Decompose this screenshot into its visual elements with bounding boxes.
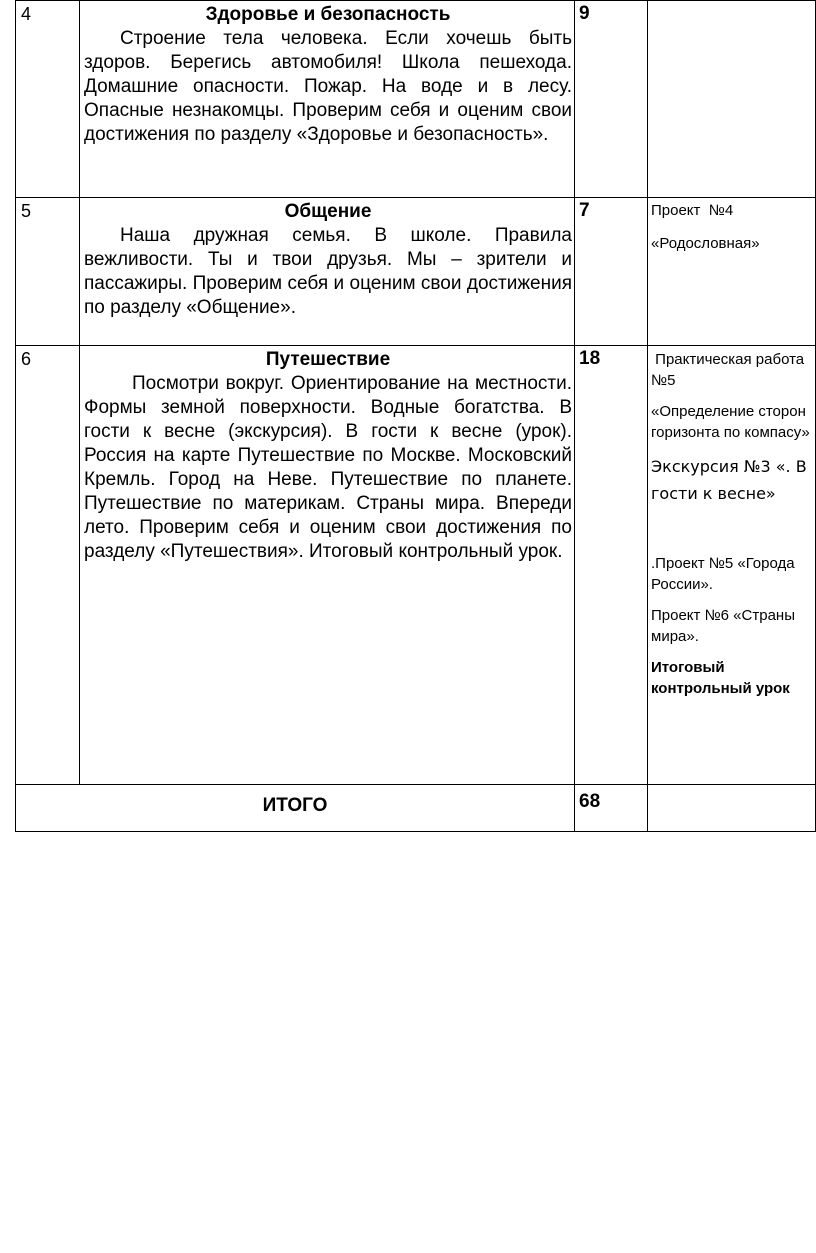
section-description-text: Посмотри вокруг. Ориентирование на местности. Формы земной поверхности. Водные богатства. В гости к весне (экскурсия). В гости к весне (урок). Россия на карте Путешествие по Москве. Московский Кремль. Город на Неве. Путешествие по планете. Путешествие по материкам. Страны мира. Впереди лето. Проверим себя и оценим свои достижения по разделу «Путешествия». Итоговый контрольный урок. [84, 373, 572, 562]
row-number: 5 [16, 198, 80, 346]
project-note: Проект №4 [651, 202, 734, 219]
project-note: .Проект №5 «Города России». [651, 555, 795, 593]
project-name: «Родословная» [651, 235, 760, 252]
row-number: 6 [16, 346, 80, 785]
section-description-text: Наша дружная семья. В школе. Правила вежливости. Ты и твои друзья. Мы – зрители и пассажиры. Проверим себя и оценим свои достижения по разделу «Общение». [84, 225, 572, 318]
practical-work-note: Практическая работа №5 [651, 351, 809, 389]
total-row [16, 785, 816, 832]
row-number: 4 [16, 1, 80, 198]
notes-cell [648, 346, 816, 785]
section-title: Путешествие [265, 349, 391, 370]
hours-cell: 18 [575, 346, 648, 785]
section-title: Общение [284, 201, 372, 222]
table-row [16, 198, 816, 346]
project-note: Проект №6 «Страны мира». [651, 607, 795, 645]
curriculum-table [15, 0, 816, 832]
practical-work-title: «Определение сторон горизонта по компасу» [651, 403, 810, 441]
section-title: Здоровье и безопасность [205, 4, 451, 25]
hours-cell: 7 [575, 198, 648, 346]
total-hours: 68 [575, 785, 648, 832]
notes-cell [648, 198, 816, 346]
section-description [84, 27, 572, 147]
section-cell [80, 1, 575, 198]
section-description-text: Строение тела человека. Если хочешь быть здоров. Берегись автомобиля! Школа пешехода. Домашние опасности. Пожар. На воде и в лесу. Опасные незнакомцы. Проверим себя и оценим свои достижения по разделу «Здоровье и безопасность». [84, 28, 572, 145]
excursion-note: Экскурсия №3 «. В гости к весне» [651, 457, 807, 503]
section-cell [80, 198, 575, 346]
table-row [16, 1, 816, 198]
section-description [84, 372, 572, 564]
hours-cell: 9 [575, 1, 648, 198]
section-cell [80, 346, 575, 785]
total-notes-cell [648, 785, 816, 832]
total-label: ИТОГО [16, 785, 575, 832]
table-row [16, 346, 816, 785]
section-description [84, 224, 572, 320]
notes-cell [648, 1, 816, 198]
final-lesson-note: Итоговый контрольный урок [651, 659, 790, 697]
